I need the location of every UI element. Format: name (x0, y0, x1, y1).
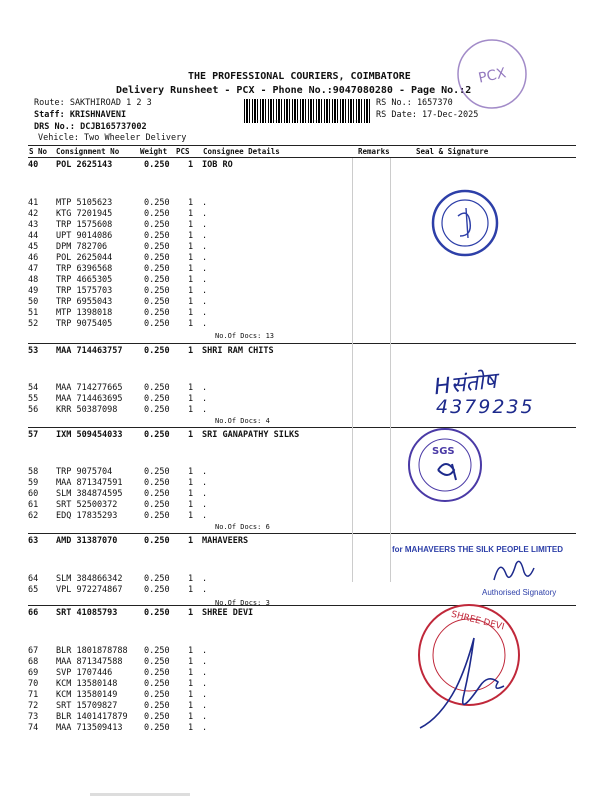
pcs-cell: 1 (188, 536, 194, 546)
weight-cell: 0.250 (144, 690, 170, 700)
consignment-no-cell: BLR 1801878788 (56, 646, 128, 656)
weight-cell: 0.250 (144, 253, 170, 263)
sno-cell: 67 (28, 646, 39, 656)
consignment-no-cell: KCM 13580149 (56, 690, 118, 700)
consignee-cell: . (202, 383, 208, 393)
vehicle-label: Vehicle: Two Wheeler Delivery (38, 133, 187, 143)
sno-cell: 71 (28, 690, 39, 700)
sno-cell: 63 (28, 536, 39, 546)
pcs-cell: 1 (188, 242, 194, 252)
weight-cell: 0.250 (144, 430, 170, 440)
rs-number: RS No.: 1657370 (376, 98, 453, 108)
weight-cell: 0.250 (144, 394, 170, 404)
sno-cell: 74 (28, 723, 39, 733)
consignee-cell: . (202, 646, 208, 656)
weight-cell: 0.250 (144, 646, 170, 656)
sno-cell: 43 (28, 220, 39, 230)
pcx-stamp-text: PCX (477, 65, 508, 87)
sno-cell: 47 (28, 264, 39, 274)
consignee-cell: MAHAVEERS (202, 536, 249, 546)
consignee-cell: . (202, 478, 208, 488)
table-row (0, 511, 600, 522)
sno-cell: 57 (28, 430, 39, 440)
sno-cell: 42 (28, 209, 39, 219)
pcs-cell: 1 (188, 657, 194, 667)
weight-cell: 0.250 (144, 608, 170, 618)
col-sno: S No (29, 147, 48, 156)
sno-cell: 41 (28, 198, 39, 208)
pcs-cell: 1 (188, 209, 194, 219)
docs-count: No.Of Docs: 4 (215, 417, 270, 425)
table-row (0, 264, 600, 275)
col-remarks: Remarks (358, 147, 390, 156)
weight-cell: 0.250 (144, 346, 170, 356)
consignment-no-cell: MAA 713509413 (56, 723, 123, 733)
consignment-no-cell: SRT 41085793 (56, 608, 118, 618)
table-row (0, 209, 600, 220)
sno-cell: 69 (28, 668, 39, 678)
weight-cell: 0.250 (144, 209, 170, 219)
consignment-no-cell: TRP 6396568 (56, 264, 113, 274)
table-row (0, 231, 600, 242)
consignee-cell: . (202, 701, 208, 711)
pcs-cell: 1 (188, 701, 194, 711)
sno-cell: 49 (28, 286, 39, 296)
consignee-cell: . (202, 489, 208, 499)
pcs-cell: 1 (188, 286, 194, 296)
pcs-cell: 1 (188, 608, 194, 618)
consignee-cell: . (202, 585, 208, 595)
pcs-cell: 1 (188, 383, 194, 393)
sno-cell: 56 (28, 405, 39, 415)
docs-count: No.Of Docs: 6 (215, 523, 270, 531)
consignment-no-cell: MAA 714463757 (56, 346, 123, 356)
weight-cell: 0.250 (144, 220, 170, 230)
pcs-cell: 1 (188, 511, 194, 521)
consignee-cell: SHRI RAM CHITS (202, 346, 274, 356)
consignment-no-cell: VPL 972274867 (56, 585, 123, 595)
pcs-cell: 1 (188, 585, 194, 595)
sno-cell: 48 (28, 275, 39, 285)
group-divider (28, 427, 576, 428)
consignee-cell: . (202, 198, 208, 208)
weight-cell: 0.250 (144, 668, 170, 678)
pcs-cell: 1 (188, 220, 194, 230)
table-row (0, 286, 600, 297)
consignment-no-cell: KRR 50387098 (56, 405, 118, 415)
group-divider (28, 533, 576, 534)
mahaveers-company-stamp: for MAHAVEERS THE SILK PEOPLE LIMITED (392, 545, 563, 554)
pcx-stamp (452, 34, 532, 114)
consignee-cell: . (202, 500, 208, 510)
consignment-no-cell: MTP 5105623 (56, 198, 113, 208)
table-row (0, 297, 600, 308)
route-label: Route: SAKTHIROAD 1 2 3 (34, 98, 152, 108)
consignee-cell: . (202, 297, 208, 307)
consignee-cell: . (202, 253, 208, 263)
weight-cell: 0.250 (144, 286, 170, 296)
weight-cell: 0.250 (144, 574, 170, 584)
pcs-cell: 1 (188, 297, 194, 307)
consignee-cell: SRI GANAPATHY SILKS (202, 430, 300, 440)
group-first-row (0, 430, 600, 441)
column-separator (352, 158, 353, 582)
pcs-cell: 1 (188, 712, 194, 722)
pcs-cell: 1 (188, 308, 194, 318)
col-consignee: Consignee Details (203, 147, 280, 156)
weight-cell: 0.250 (144, 275, 170, 285)
drs-value: DCJB165737002 (80, 122, 147, 132)
sgs-seal-stamp (404, 424, 486, 506)
weight-cell: 0.250 (144, 319, 170, 329)
consignment-no-cell: POL 2625044 (56, 253, 113, 263)
consignee-cell: . (202, 467, 208, 477)
table-row (0, 308, 600, 319)
table-row (0, 319, 600, 330)
consignment-no-cell: TRP 4665305 (56, 275, 113, 285)
sno-cell: 66 (28, 608, 39, 618)
consignment-no-cell: KTG 7201945 (56, 209, 113, 219)
consignment-no-cell: SRT 15709827 (56, 701, 118, 711)
pcs-cell: 1 (188, 198, 194, 208)
consignee-cell: . (202, 712, 208, 722)
weight-cell: 0.250 (144, 500, 170, 510)
pcs-cell: 1 (188, 319, 194, 329)
consignment-no-cell: MAA 714463695 (56, 394, 123, 404)
consignee-cell: . (202, 723, 208, 733)
pcs-cell: 1 (188, 574, 194, 584)
consignment-no-cell: EDQ 17835293 (56, 511, 118, 521)
consignee-cell: . (202, 242, 208, 252)
consignee-cell: . (202, 679, 208, 689)
shree-devi-signature (412, 628, 532, 740)
weight-cell: 0.250 (144, 723, 170, 733)
sno-cell: 72 (28, 701, 39, 711)
sno-cell: 59 (28, 478, 39, 488)
consignment-no-cell: POL 2625143 (56, 160, 113, 170)
table-row (0, 275, 600, 286)
consignment-no-cell: SVP 1707446 (56, 668, 113, 678)
sno-cell: 73 (28, 712, 39, 722)
consignee-cell: . (202, 405, 208, 415)
sno-cell: 70 (28, 679, 39, 689)
iob-seal-stamp (428, 186, 502, 260)
group-first-row (0, 346, 600, 357)
consignment-no-cell: SLM 384866342 (56, 574, 123, 584)
consignee-cell: IOB RO (202, 160, 233, 170)
col-consignment: Consignment No (56, 147, 120, 156)
sno-cell: 62 (28, 511, 39, 521)
consignee-cell: . (202, 690, 208, 700)
consignment-no-cell: MAA 871347588 (56, 657, 123, 667)
sno-cell: 58 (28, 467, 39, 477)
header-rule-bottom (28, 157, 576, 158)
pcs-cell: 1 (188, 690, 194, 700)
pcs-cell: 1 (188, 679, 194, 689)
consignee-cell: . (202, 574, 208, 584)
column-separator (390, 158, 391, 582)
pcs-cell: 1 (188, 646, 194, 656)
sno-cell: 64 (28, 574, 39, 584)
weight-cell: 0.250 (144, 489, 170, 499)
sno-cell: 53 (28, 346, 39, 356)
sno-cell: 65 (28, 585, 39, 595)
pcs-cell: 1 (188, 394, 194, 404)
consignment-no-cell: UPT 9014086 (56, 231, 113, 241)
table-row (0, 467, 600, 478)
pcs-cell: 1 (188, 478, 194, 488)
consignment-no-cell: TRP 1575703 (56, 286, 113, 296)
consignment-no-cell: BLR 1401417879 (56, 712, 128, 722)
sno-cell: 61 (28, 500, 39, 510)
weight-cell: 0.250 (144, 264, 170, 274)
sno-cell: 68 (28, 657, 39, 667)
drs-number (34, 122, 147, 132)
pcs-cell: 1 (188, 430, 194, 440)
header-rule-top (28, 145, 576, 146)
weight-cell: 0.250 (144, 467, 170, 477)
pcs-cell: 1 (188, 253, 194, 263)
consignment-no-cell: SLM 384874595 (56, 489, 123, 499)
consignee-cell: . (202, 220, 208, 230)
group-divider (28, 343, 576, 344)
consignment-no-cell: TRP 9075704 (56, 467, 113, 477)
sno-cell: 45 (28, 242, 39, 252)
sno-cell: 44 (28, 231, 39, 241)
weight-cell: 0.250 (144, 679, 170, 689)
weight-cell: 0.250 (144, 405, 170, 415)
docs-count: No.Of Docs: 13 (215, 332, 275, 340)
handwritten-name: Hसंतोष (433, 368, 498, 401)
table-row (0, 383, 600, 394)
pcs-cell: 1 (188, 489, 194, 499)
consignee-cell: . (202, 511, 208, 521)
pcs-cell: 1 (188, 231, 194, 241)
pcs-cell: 1 (188, 723, 194, 733)
consignment-no-cell: SRT 52500372 (56, 500, 118, 510)
staff-label: Staff: KRISHNAVENI (34, 110, 127, 120)
table-row (0, 478, 600, 489)
weight-cell: 0.250 (144, 585, 170, 595)
col-weight: Weight (140, 147, 168, 156)
consignee-cell: . (202, 668, 208, 678)
authorised-signatory: Authorised Signatory (482, 588, 557, 597)
bottom-bleed (90, 793, 190, 796)
shree-stamp-text: SHREE DEVI (450, 609, 506, 633)
consignment-no-cell: MAA 871347591 (56, 478, 123, 488)
consignment-no-cell: DPM 782706 (56, 242, 108, 252)
weight-cell: 0.250 (144, 198, 170, 208)
consignee-cell: . (202, 209, 208, 219)
col-pcs: PCS (176, 147, 190, 156)
table-row (0, 500, 600, 511)
consignee-cell: . (202, 275, 208, 285)
table-row (0, 198, 600, 209)
consignment-no-cell: IXM 509454033 (56, 430, 123, 440)
consignee-cell: . (202, 286, 208, 296)
consignment-no-cell: MTP 1398018 (56, 308, 113, 318)
company-name: THE PROFESSIONAL COURIERS, COIMBATORE (188, 71, 411, 82)
table-row (0, 489, 600, 500)
pcs-cell: 1 (188, 405, 194, 415)
sno-cell: 54 (28, 383, 39, 393)
consignment-no-cell: MAA 714277665 (56, 383, 123, 393)
weight-cell: 0.250 (144, 478, 170, 488)
pcs-cell: 1 (188, 467, 194, 477)
weight-cell: 0.250 (144, 536, 170, 546)
table-row (0, 220, 600, 231)
table-row (0, 242, 600, 253)
sno-cell: 40 (28, 160, 39, 170)
sno-cell: 51 (28, 308, 39, 318)
sno-cell: 46 (28, 253, 39, 263)
weight-cell: 0.250 (144, 242, 170, 252)
consignee-cell: . (202, 394, 208, 404)
docs-count: No.Of Docs: 3 (215, 599, 270, 607)
sno-cell: 50 (28, 297, 39, 307)
consignee-cell: . (202, 231, 208, 241)
weight-cell: 0.250 (144, 308, 170, 318)
table-row (0, 253, 600, 264)
consignment-no-cell: AMD 31387070 (56, 536, 118, 546)
sno-cell: 55 (28, 394, 39, 404)
drs-label: DRS No.: (34, 122, 75, 132)
pcs-cell: 1 (188, 668, 194, 678)
pcs-cell: 1 (188, 275, 194, 285)
weight-cell: 0.250 (144, 657, 170, 667)
weight-cell: 0.250 (144, 231, 170, 241)
pcs-cell: 1 (188, 264, 194, 274)
consignee-cell: . (202, 308, 208, 318)
weight-cell: 0.250 (144, 383, 170, 393)
weight-cell: 0.250 (144, 701, 170, 711)
sno-cell: 52 (28, 319, 39, 329)
pcs-cell: 1 (188, 500, 194, 510)
consignee-cell: SHREE DEVI (202, 608, 254, 618)
weight-cell: 0.250 (144, 160, 170, 170)
pcs-cell: 1 (188, 346, 194, 356)
consignment-no-cell: TRP 9075405 (56, 319, 113, 329)
consignment-no-cell: TRP 6955043 (56, 297, 113, 307)
group-first-row (0, 160, 600, 171)
consignment-no-cell: KCM 13580148 (56, 679, 118, 689)
consignee-cell: . (202, 657, 208, 667)
pcs-cell: 1 (188, 160, 194, 170)
consignee-cell: . (202, 319, 208, 329)
weight-cell: 0.250 (144, 511, 170, 521)
weight-cell: 0.250 (144, 297, 170, 307)
weight-cell: 0.250 (144, 712, 170, 722)
consignee-cell: . (202, 264, 208, 274)
barcode-image (244, 99, 372, 123)
handwritten-number: 4379235 (436, 396, 535, 418)
sgs-stamp-text: SGS (432, 446, 455, 457)
consignment-no-cell: TRP 1575608 (56, 220, 113, 230)
runsheet-subtitle: Delivery Runsheet - PCX - Phone No.:9047080280 - Page No.:2 (116, 85, 472, 96)
rs-date: RS Date: 17-Dec-2025 (376, 110, 479, 120)
sno-cell: 60 (28, 489, 39, 499)
mahaveers-signature (488, 552, 548, 588)
col-seal-signature: Seal & Signature (416, 147, 489, 156)
